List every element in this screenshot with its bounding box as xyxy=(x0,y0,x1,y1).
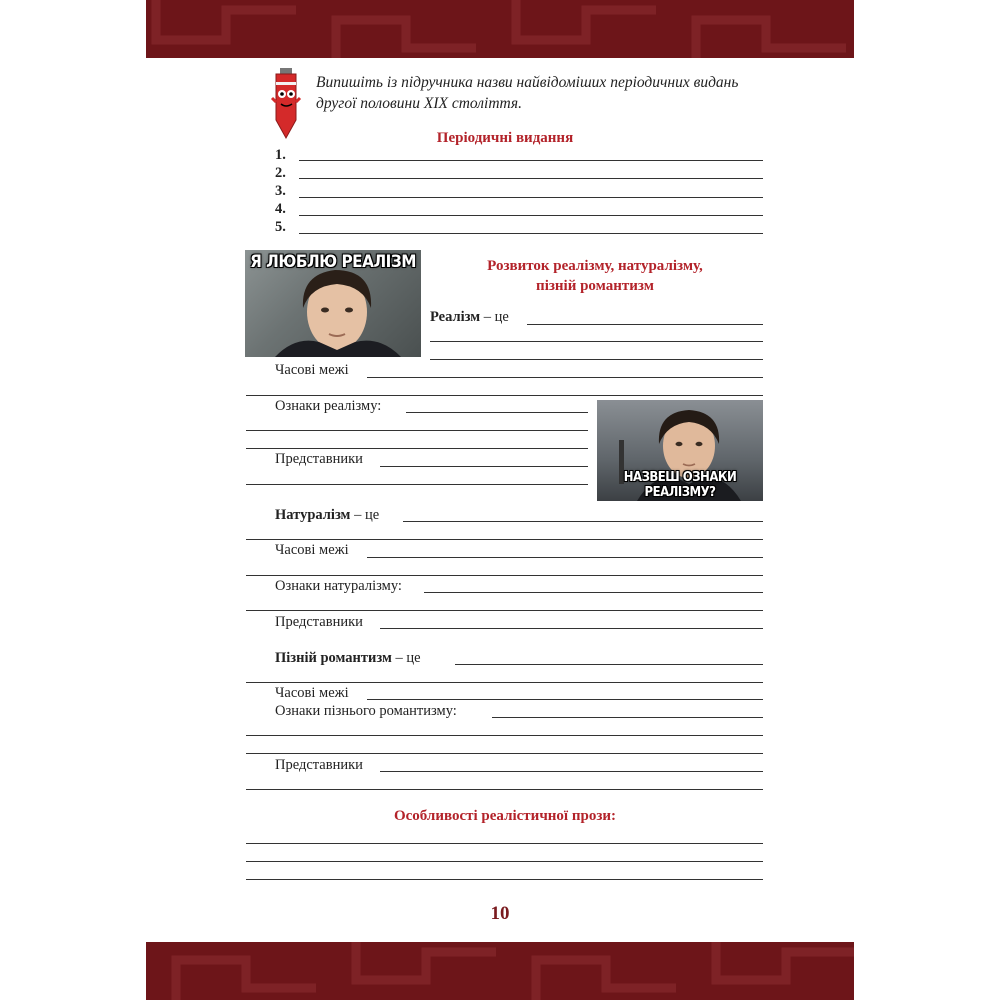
answer-line[interactable] xyxy=(299,233,763,234)
list-number: 3. xyxy=(275,183,286,199)
naturalism-time-limits-line[interactable] xyxy=(367,557,763,558)
answer-line[interactable] xyxy=(246,843,763,844)
answer-line[interactable] xyxy=(246,861,763,862)
answer-line[interactable] xyxy=(299,197,763,198)
realism-representatives-label: Представники xyxy=(275,451,363,467)
answer-line[interactable] xyxy=(246,430,588,431)
realism-time-limits-line[interactable] xyxy=(367,377,763,378)
late-romanticism-dash: – це xyxy=(391,650,421,666)
answer-line[interactable] xyxy=(246,539,763,540)
answer-line[interactable] xyxy=(246,789,763,790)
development-heading-line1: Розвиток реалізму, натуралізму, xyxy=(487,258,703,274)
list-number: 1. xyxy=(275,147,286,163)
answer-line[interactable] xyxy=(246,575,763,576)
meme-caption-right: НАЗВЕШ ОЗНАКИ РЕАЛІЗМУ? xyxy=(623,470,737,500)
late-romanticism-features-line[interactable] xyxy=(492,717,763,718)
answer-line[interactable] xyxy=(246,610,763,611)
realism-term: Реалізм xyxy=(430,309,481,325)
late-romanticism-time-limits-label: Часові межі xyxy=(275,685,349,701)
realism-features-line[interactable] xyxy=(406,412,588,413)
naturalism-definition-label xyxy=(275,507,379,524)
answer-line[interactable] xyxy=(246,753,763,754)
naturalism-time-limits-label: Часові межі xyxy=(275,542,349,558)
meme-photo-top xyxy=(245,250,421,357)
answer-line[interactable] xyxy=(246,735,763,736)
development-heading-line2: пізній романтизм xyxy=(536,278,654,294)
answer-line[interactable] xyxy=(246,879,763,880)
late-romanticism-representatives-label: Представники xyxy=(275,757,363,773)
late-romanticism-representatives-line[interactable] xyxy=(380,771,763,772)
realism-definition-label xyxy=(430,309,509,326)
answer-line[interactable] xyxy=(246,682,763,683)
realism-time-limits-label: Часові межі xyxy=(275,362,349,378)
realism-representatives-line[interactable] xyxy=(380,466,588,467)
late-romanticism-features-label: Ознаки пізнього романтизму: xyxy=(275,703,457,719)
top-decorative-band xyxy=(146,0,854,58)
list-number: 5. xyxy=(275,219,286,235)
page-number: 10 xyxy=(490,903,510,924)
answer-line[interactable] xyxy=(430,359,763,360)
naturalism-representatives-label: Представники xyxy=(275,614,363,630)
naturalism-dash: – це xyxy=(350,507,380,523)
late-romanticism-definition-label xyxy=(275,650,421,667)
naturalism-term: Натуралізм xyxy=(275,507,351,523)
periodicals-heading: Періодичні видання xyxy=(436,130,574,146)
list-number: 2. xyxy=(275,165,286,181)
naturalism-representatives-line[interactable] xyxy=(380,628,763,629)
prose-features-heading: Особливості реалістичної прози: xyxy=(393,808,616,824)
answer-line[interactable] xyxy=(430,341,763,342)
list-number: 4. xyxy=(275,201,286,217)
intro-instruction: Випишіть із підручника назви найвідоміших періодичних видань другої половини XIX століття. xyxy=(316,74,739,112)
realism-definition-line[interactable] xyxy=(527,324,763,325)
meme-photo-right xyxy=(597,400,763,501)
realism-features-label: Ознаки реалізму: xyxy=(275,398,382,414)
answer-line[interactable] xyxy=(246,448,588,449)
bottom-decorative-band xyxy=(146,942,854,1000)
answer-line[interactable] xyxy=(246,484,588,485)
naturalism-features-line[interactable] xyxy=(424,592,763,593)
realism-dash: – це xyxy=(480,309,509,325)
naturalism-definition-line[interactable] xyxy=(403,521,763,522)
meme-caption-top: Я ЛЮБЛЮ РЕАЛІЗМ xyxy=(250,252,416,272)
late-romanticism-term: Пізній романтизм xyxy=(275,650,392,666)
late-romanticism-definition-line[interactable] xyxy=(455,664,763,665)
development-heading xyxy=(440,256,750,296)
answer-line[interactable] xyxy=(299,160,763,161)
answer-line[interactable] xyxy=(299,178,763,179)
naturalism-features-label: Ознаки натуралізму: xyxy=(275,578,402,594)
answer-line[interactable] xyxy=(299,215,763,216)
late-romanticism-time-limits-line[interactable] xyxy=(367,699,763,700)
answer-line[interactable] xyxy=(246,395,763,396)
